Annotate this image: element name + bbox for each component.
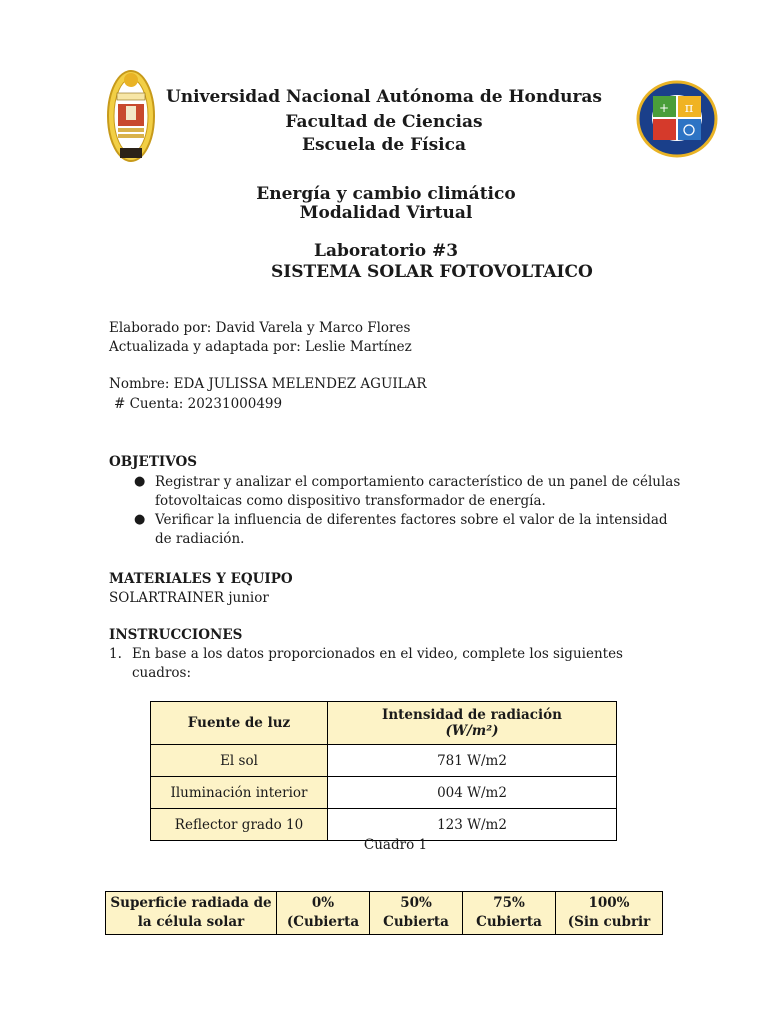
objective-1-line-1: Registrar y analizar el comportamiento característico de un panel de células: [155, 474, 681, 490]
header-line: (Sin cubrir: [567, 914, 651, 930]
school-name: Escuela de Física: [302, 135, 466, 155]
step-1-line-1: En base a los datos proporcionados en el video, complete los siguientes: [132, 646, 623, 662]
light-source-cell: El sol: [151, 745, 328, 777]
materials-item: SOLARTRAINER junior: [109, 590, 269, 606]
header-50-percent: [370, 892, 463, 935]
light-source-cell: Reflector grado 10: [151, 809, 328, 841]
table-row: [151, 809, 617, 841]
header-radiated-surface: [106, 892, 277, 935]
svg-text:+: +: [658, 101, 670, 115]
modality: Modalidad Virtual: [299, 203, 473, 223]
solar-cell-surface-table: [105, 891, 663, 935]
header-line: Superficie radiada de: [110, 895, 272, 911]
materials-heading: MATERIALES Y EQUIPO: [109, 571, 293, 587]
header-line: la célula solar: [137, 914, 245, 930]
header-line: 75%: [493, 895, 525, 911]
intensity-cell: 781 W/m2: [328, 745, 617, 777]
header-line: 50%: [400, 895, 432, 911]
faculty-name: Facultad de Ciencias: [285, 112, 483, 132]
lab-number: Laboratorio #3: [314, 241, 459, 261]
table-row: [151, 777, 617, 809]
objective-1-line-2: fotovoltaicas como dispositivo transformador de energía.: [155, 493, 546, 509]
objective-2-line-2: de radiación.: [155, 531, 245, 547]
header-line: Cubierta: [476, 914, 542, 930]
intensity-cell: 123 W/m2: [328, 809, 617, 841]
table-header-row: [106, 892, 663, 935]
bullet-icon: ●: [134, 474, 146, 489]
header-intensity-label: Intensidad de radiación: [382, 707, 562, 723]
header-line: 100%: [588, 895, 630, 911]
student-name: Nombre: EDA JULISSA MELENDEZ AGUILAR: [109, 376, 427, 392]
objectives-heading: OBJETIVOS: [109, 454, 197, 470]
header-line: Cubierta: [383, 914, 449, 930]
header-light-source: Fuente de luz: [151, 702, 328, 745]
light-source-cell: Iluminación interior: [151, 777, 328, 809]
table-1-caption: Cuadro 1: [363, 837, 428, 853]
header-line: 0%: [311, 895, 335, 911]
university-name: Universidad Nacional Autónoma de Honduras: [165, 87, 602, 107]
header-intensity-unit: (W/m²): [445, 723, 499, 739]
step-1-line-2: cuadros:: [132, 665, 192, 681]
intensity-cell: 004 W/m2: [328, 777, 617, 809]
table-row: [151, 745, 617, 777]
header-line: (Cubierta: [286, 914, 360, 930]
account-number: # Cuenta: 20231000499: [114, 396, 283, 412]
header-intensity: [328, 702, 617, 745]
step-number: 1.: [109, 646, 122, 662]
instructions-heading: INSTRUCCIONES: [109, 627, 243, 643]
header-100-percent: [556, 892, 663, 935]
svg-text:π: π: [684, 101, 694, 116]
course-title: Energía y cambio climático: [256, 184, 516, 204]
objective-2-line-1: Verificar la influencia de diferentes factores sobre el valor de la intensidad: [155, 512, 668, 528]
header-0-percent: [277, 892, 370, 935]
lab-title: SISTEMA SOLAR FOTOVOLTAICO: [271, 262, 593, 282]
updated-by: Actualizada y adaptada por: Leslie Martínez: [109, 339, 412, 355]
radiation-intensity-table: [150, 701, 617, 841]
table-header-row: [151, 702, 617, 745]
bullet-icon: ●: [134, 512, 146, 527]
header-75-percent: [463, 892, 556, 935]
elaborated-by: Elaborado por: David Varela y Marco Flores: [109, 320, 411, 336]
